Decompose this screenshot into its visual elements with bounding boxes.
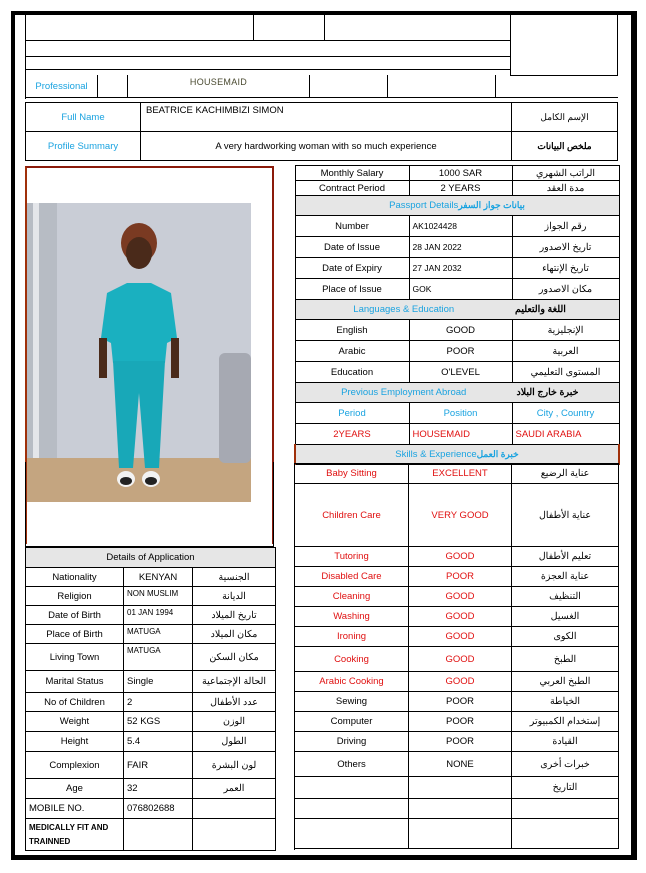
application-row — [26, 693, 276, 712]
skill-row — [295, 547, 619, 567]
language-ar: الإنجليزية — [512, 320, 619, 341]
application-label: Date of Birth — [26, 606, 124, 625]
mobile-label: MOBILE NO. — [26, 799, 124, 819]
passport-label: Date of Expiry — [295, 258, 409, 279]
application-label: Living Town — [26, 644, 124, 671]
skill-value: VERY GOOD — [409, 484, 512, 547]
mobile-value: 076802688 — [124, 799, 193, 819]
skill-ar: الطبخ — [512, 647, 619, 672]
application-row — [26, 712, 276, 732]
application-ar: الطول — [193, 732, 276, 752]
application-ar: مكان السكن — [193, 644, 276, 671]
application-row — [26, 606, 276, 625]
logo-box — [510, 15, 618, 76]
skill-ar: الطبخ العربي — [512, 672, 619, 692]
employment-city: SAUDI ARABIA — [512, 424, 619, 445]
skill-value: POOR — [409, 712, 512, 732]
skill-value: EXCELLENT — [409, 464, 512, 484]
skill-value: NONE — [409, 752, 512, 777]
languages-title: Languages & Education — [295, 300, 512, 320]
skill-row — [295, 484, 619, 547]
contract-row — [295, 166, 619, 181]
medical-row — [26, 819, 276, 851]
application-title: Details of Application — [26, 548, 276, 568]
application-value: MATUGA — [124, 625, 193, 644]
application-row — [26, 732, 276, 752]
skill-ar: الغسيل — [512, 607, 619, 627]
skill-row — [295, 647, 619, 672]
language-label: English — [295, 320, 409, 341]
application-row — [26, 568, 276, 587]
application-ar: مكان الميلاد — [193, 625, 276, 644]
application-table — [25, 547, 276, 851]
right-table — [294, 165, 620, 465]
employment-headers-row — [295, 403, 619, 424]
passport-title: Passport Details — [389, 200, 459, 211]
skills-table — [294, 463, 619, 849]
application-row — [26, 671, 276, 693]
skill-ar: عناية العجزة — [512, 567, 619, 587]
languages-title-ar: اللغة والتعليم — [512, 300, 619, 320]
language-label: Arabic — [295, 341, 409, 362]
skill-value: GOOD — [409, 547, 512, 567]
passport-ar: تاريخ الاصدور — [512, 237, 619, 258]
application-label: Place of Birth — [26, 625, 124, 644]
skill-label: Computer — [295, 712, 409, 732]
empty-row — [295, 819, 619, 849]
employment-header — [295, 383, 619, 403]
application-row — [26, 752, 276, 779]
date-row — [295, 777, 619, 799]
application-label: Marital Status — [26, 671, 124, 693]
skill-label: Sewing — [295, 692, 409, 712]
skill-label: Ironing — [295, 627, 409, 647]
skill-label: Baby Sitting — [295, 464, 409, 484]
professional-value: HOUSEMAID — [189, 77, 248, 87]
language-ar: العربية — [512, 341, 619, 362]
application-value: 5.4 — [124, 732, 193, 752]
empty-row — [295, 799, 619, 819]
skill-row — [295, 567, 619, 587]
skill-label: Cleaning — [295, 587, 409, 607]
candidate-photo — [27, 203, 251, 502]
language-row — [295, 341, 619, 362]
language-label: Education — [295, 362, 409, 383]
employment-col-position: Position — [409, 403, 512, 424]
passport-label: Date of Issue — [295, 237, 409, 258]
passport-row — [295, 258, 619, 279]
passport-row — [295, 279, 619, 300]
contract-value: 1000 SAR — [409, 166, 512, 181]
application-value: KENYAN — [124, 568, 193, 587]
application-value: Single — [124, 671, 193, 693]
application-value: 2 — [124, 693, 193, 712]
skill-label: Driving — [295, 732, 409, 752]
skill-row — [295, 672, 619, 692]
skill-value: POOR — [409, 692, 512, 712]
language-row — [295, 320, 619, 341]
professional-row — [25, 75, 618, 99]
skill-label: Tutoring — [295, 547, 409, 567]
name-block — [25, 102, 618, 161]
passport-row — [295, 237, 619, 258]
application-label: No of Children — [26, 693, 124, 712]
application-row — [26, 587, 276, 606]
employment-col-period: Period — [295, 403, 409, 424]
application-header — [26, 548, 276, 568]
contract-ar: مدة العقد — [512, 181, 619, 196]
skill-ar: عناية الأطفال — [512, 484, 619, 547]
skill-value: POOR — [409, 732, 512, 752]
skill-ar: القيادة — [512, 732, 619, 752]
summary-value: A very hardworking woman with so much experience — [215, 140, 437, 152]
contract-row — [295, 181, 619, 196]
application-ar: الحالة الإجتماعية — [193, 671, 276, 693]
application-value: FAIR — [124, 752, 193, 779]
contract-ar: الراتب الشهري — [512, 166, 619, 181]
language-value: POOR — [409, 341, 512, 362]
contract-value: 2 YEARS — [409, 181, 512, 196]
summary-ar: ملخص البيانات — [537, 140, 592, 151]
language-row — [295, 362, 619, 383]
skill-label: Children Care — [295, 484, 409, 547]
skill-row — [295, 712, 619, 732]
skill-label: Disabled Care — [295, 567, 409, 587]
passport-row — [295, 216, 619, 237]
full-name-value: BEATRICE KACHIMBIZI SIMON — [146, 105, 284, 116]
skill-row — [295, 627, 619, 647]
employment-period: 2YEARS — [295, 424, 409, 445]
passport-header — [295, 196, 619, 216]
contract-label: Contract Period — [295, 181, 409, 196]
passport-value: GOK — [409, 279, 512, 300]
passport-ar: مكان الاصدور — [512, 279, 619, 300]
languages-header — [295, 300, 619, 320]
skill-row — [295, 587, 619, 607]
passport-title-ar: بيانات جواز السفر — [458, 200, 525, 210]
skill-label: Others — [295, 752, 409, 777]
professional-label: Professional — [35, 80, 88, 92]
passport-value: 28 JAN 2022 — [409, 237, 512, 258]
application-value: MATUGA — [124, 644, 193, 671]
skill-row — [295, 692, 619, 712]
skill-row — [295, 607, 619, 627]
skill-row — [295, 752, 619, 777]
skill-ar: عناية الرضيع — [512, 464, 619, 484]
skill-label: Arabic Cooking — [295, 672, 409, 692]
date-ar: التاريخ — [512, 777, 619, 799]
skill-value: GOOD — [409, 627, 512, 647]
language-ar: المستوى التعليمي — [512, 362, 619, 383]
application-ar: العمر — [193, 779, 276, 799]
medical-label: MEDICALLY FIT AND TRAINNED — [26, 819, 124, 851]
skill-row — [295, 732, 619, 752]
skill-ar: الكوى — [512, 627, 619, 647]
skills-header — [295, 445, 619, 465]
employment-title: Previous Employment Abroad — [295, 383, 512, 403]
passport-value: AK1024428 — [409, 216, 512, 237]
application-label: Age — [26, 779, 124, 799]
skill-value: GOOD — [409, 587, 512, 607]
passport-label: Number — [295, 216, 409, 237]
employment-col-city: City , Country — [512, 403, 619, 424]
contract-label: Monthly Salary — [295, 166, 409, 181]
summary-label: Profile Summary — [47, 140, 119, 152]
application-ar: الوزن — [193, 712, 276, 732]
application-ar: الديانة — [193, 587, 276, 606]
skill-value: GOOD — [409, 607, 512, 627]
full-name-ar: الإسم الكامل — [540, 111, 589, 122]
application-ar: عدد الأطفال — [193, 693, 276, 712]
skill-label: Cooking — [295, 647, 409, 672]
application-label: Nationality — [26, 568, 124, 587]
skill-ar: إستخدام الكمبيوتر — [512, 712, 619, 732]
skill-row — [295, 464, 619, 484]
language-value: O'LEVEL — [409, 362, 512, 383]
passport-value: 27 JAN 2032 — [409, 258, 512, 279]
header-grid — [25, 15, 510, 75]
passport-ar: تاريخ الإنتهاء — [512, 258, 619, 279]
application-label: Height — [26, 732, 124, 752]
passport-label: Place of Issue — [295, 279, 409, 300]
application-label: Weight — [26, 712, 124, 732]
application-value: 01 JAN 1994 — [124, 606, 193, 625]
employment-position: HOUSEMAID — [409, 424, 512, 445]
application-ar: تاريخ الميلاد — [193, 606, 276, 625]
skills-title: Skills & Experience — [395, 449, 477, 460]
application-row — [26, 644, 276, 671]
application-value: NON MUSLIM — [124, 587, 193, 606]
application-label: Religion — [26, 587, 124, 606]
skill-value: POOR — [409, 567, 512, 587]
application-ar: لون البشرة — [193, 752, 276, 779]
application-value: 52 KGS — [124, 712, 193, 732]
skill-label: Washing — [295, 607, 409, 627]
passport-ar: رقم الجواز — [512, 216, 619, 237]
application-ar: الجنسية — [193, 568, 276, 587]
full-name-label: Full Name — [61, 111, 105, 123]
language-value: GOOD — [409, 320, 512, 341]
skill-ar: خبرات أخرى — [512, 752, 619, 777]
application-label: Complexion — [26, 752, 124, 779]
employment-row — [295, 424, 619, 445]
skill-value: GOOD — [409, 647, 512, 672]
skill-ar: تعليم الأطفال — [512, 547, 619, 567]
mobile-row — [26, 799, 276, 819]
employment-title-ar: خبرة خارج البلاد — [512, 383, 619, 403]
skill-ar: الخياطة — [512, 692, 619, 712]
skill-ar: التنظيف — [512, 587, 619, 607]
application-row — [26, 779, 276, 799]
skill-value: GOOD — [409, 672, 512, 692]
skills-title-ar: خبرة العمل — [476, 449, 519, 459]
application-value: 32 — [124, 779, 193, 799]
application-row — [26, 625, 276, 644]
